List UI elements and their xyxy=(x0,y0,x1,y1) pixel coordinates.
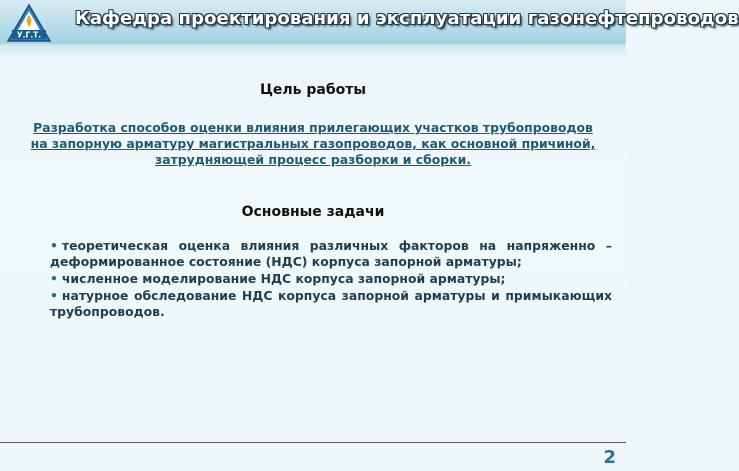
bullet-icon: • xyxy=(50,238,58,253)
tasks-list xyxy=(50,238,612,321)
header-title: Кафедра проектирования и эксплуатации газонефтепроводов xyxy=(75,8,739,29)
page-number: 2 xyxy=(603,447,616,468)
goal-text-link[interactable]: Разработка способов оценки влияния прилегающих участков трубопроводов на запорную арматуру магистральных газопроводов, как основной причиной, затрудняющей процесс разборки и сборки. xyxy=(30,120,596,167)
header-band xyxy=(0,0,739,46)
header-shadow xyxy=(0,44,626,58)
tasks-title: Основные задачи xyxy=(241,204,385,220)
list-item xyxy=(50,271,612,287)
logo-text: У.Г.Т. xyxy=(16,30,42,40)
footer-divider xyxy=(0,442,626,443)
list-item xyxy=(50,238,612,270)
list-item xyxy=(50,288,612,320)
bullet-icon: • xyxy=(50,271,58,286)
bullet-icon: • xyxy=(50,288,58,303)
task-text: численное моделирование НДС корпуса запорной арматуры; xyxy=(61,271,506,286)
task-text: натурное обследование НДС корпуса запорной арматуры и примыкающих трубопроводов. xyxy=(50,288,612,319)
task-text: теоретическая оценка влияния различных факторов на напряженно – деформированное состояние (НДС) корпуса запорной арматуры; xyxy=(50,238,612,269)
university-logo-icon xyxy=(6,3,52,43)
goal-title: Цель работы xyxy=(259,82,367,98)
